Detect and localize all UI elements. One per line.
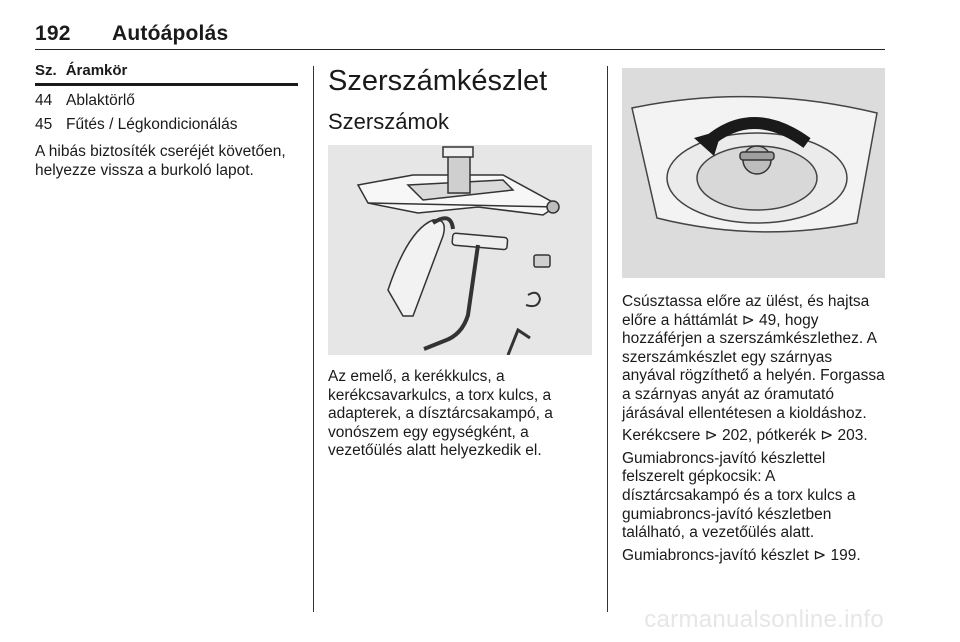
fuse-column: [35, 62, 300, 180]
fuse-number: 45: [35, 116, 53, 133]
cross-reference: Kerékcsere ⊳ 202, pótkerék ⊳ 203.: [622, 427, 868, 445]
fuse-table-rule: [35, 83, 298, 86]
column-divider-1: [313, 66, 314, 612]
section-heading: Szerszámkészlet: [328, 65, 548, 97]
table-row: [35, 116, 300, 134]
cross-reference: Gumiabroncs-javító készlet ⊳ 199.: [622, 546, 861, 564]
wing-nut-illustration: [622, 68, 885, 278]
tools-illustration: [328, 145, 592, 355]
instructions-column: [622, 62, 886, 565]
table-row: [35, 92, 300, 110]
fuse-circuit: Fűtés / Légkondicionálás: [66, 116, 238, 133]
page-title: Autóápolás: [112, 22, 229, 45]
instruction-paragraph: Gumiabroncs-javító készlettel felszerelt gépkocsik: A dísztárcsakampó és a torx kulcs a gumiabroncs-javító készletben található, a vezetőülés alatt.: [622, 449, 856, 542]
page-number: 192: [35, 22, 71, 45]
fuse-note: A hibás biztosíték cseréjét követően, helyezze vissza a burkoló lapot.: [35, 143, 286, 179]
tools-caption: Az emelő, a kerékkulcs, a kerékcsavarkulcs, a torx kulcs, a adapterek, a dísztárcsakampó, a vonószem egy egységként, a vezetőülés alatt helyezkedik el.: [328, 368, 553, 460]
fuse-circuit: Ablaktörlő: [66, 92, 135, 109]
section-subheading: Szerszámok: [328, 109, 450, 134]
fuse-header-number: Sz.: [35, 62, 57, 79]
column-divider-2: [607, 66, 608, 612]
tools-column: [328, 62, 594, 461]
header-rule: [35, 49, 885, 50]
fuse-header-circuit: Áramkör: [65, 62, 128, 79]
fuse-table-header: [35, 62, 300, 79]
adapter-icon: [534, 255, 550, 267]
fuse-number: 44: [35, 92, 53, 109]
watermark: carmanualsonline.info: [644, 606, 884, 633]
instruction-paragraph: Csúsztassa előre az ülést, és hajtsa előre a háttámlát ⊳ 49, hogy hozzáférjen a szerszámkészlethez. A szerszámkészlet egy szárnyas anyával rögzíthető a helyén. Forgassa a szárnyas anyát az óramutató járásával ellentétesen a kioldáshoz.: [622, 293, 885, 422]
